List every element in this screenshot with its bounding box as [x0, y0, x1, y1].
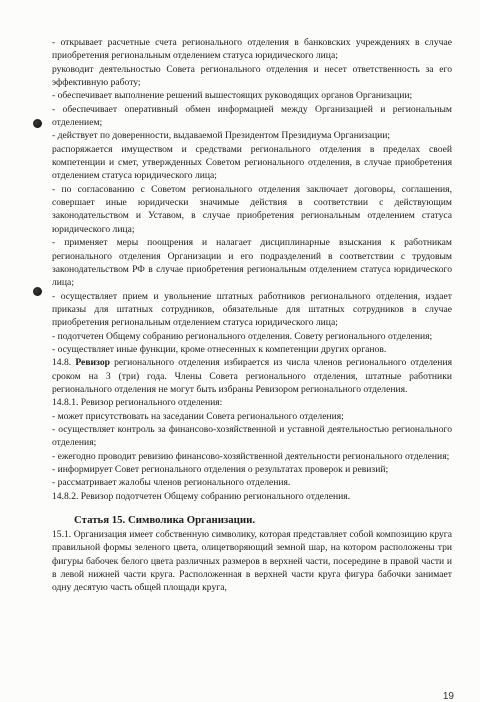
hole-punch-mark — [33, 119, 42, 128]
list-item: - осуществляет иные функции, кроме отнесенных к компетенции других органов. — [52, 343, 387, 355]
list-item: руководит деятельностью Совета регионального отделения и несет ответственность за его эффективную работу; — [52, 63, 452, 89]
list-item: - ежегодно проводит ревизию финансово-хозяйственной деятельности регионального отделения; — [52, 450, 450, 462]
list-item: - открывает расчетные счета регионального отделения в банковских учреждениях в случае приобретения региональным отделением статуса юридического лица; — [52, 37, 452, 62]
list-item: - подотчетен Общему собранию регионального отделения. Совету регионального отделения; — [52, 330, 433, 342]
list-item: - может присутствовать на заседании Совета регионального отделения; — [52, 410, 344, 422]
list-item: - осуществляет контроль за финансово-хозяйственной и уставной деятельностью регионального отделения; — [52, 423, 452, 449]
list-item: - рассматривает жалобы членов регионального отделения. — [52, 477, 291, 489]
list-item: - по согласованию с Советом регионального отделения заключает договоры, соглашения, совершает иные юридически значимые действия в соответствии с действующим законодательством и Уставом, в случае приобретения региональным отделением статуса юридического лица; — [52, 183, 452, 235]
list-item: - применяет меры поощрения и налагает дисциплинарные взыскания к работникам регионального отделения Организации и его подразделений в соответствии с трудовым законодательством РФ в случае приобретения региональным отделением статуса юридического лица; — [52, 237, 452, 289]
list-item: - действует по доверенности, выдаваемой Президентом Президиума Организации; — [52, 130, 391, 142]
clause-number: 14.8. — [52, 357, 72, 369]
page-number: 19 — [442, 691, 454, 702]
paragraph-15-1: 15.1. Организация имеет собственную символику, которая представляет собой композицию круга правильной формы зеленого цвета, олицетворяющий земной шар, на котором расположены три фигуры бабочек белого цвета различных размеров в верхней части, посередине в правой части и в левой нижней части круга. Расположенная в верхней части круга фигура бабочки занимает одну десятую часть общей площади круга, — [52, 529, 452, 594]
clause-14-8 — [52, 356, 452, 396]
list-item: - осуществляет прием и увольнение штатных работников регионального отделения, издает приказы для штатных сотрудников, обязательные для штатных сотрудников в случае приобретения региональным отделением статуса юридического лица; — [52, 290, 452, 329]
list-item: 14.8.2. Ревизор подотчетен Общему собранию регионального отделения. — [52, 490, 351, 502]
list-item: - обеспечивает оперативный обмен информацией между Организацией и региональным отделением; — [52, 103, 452, 129]
clause-text: регионального отделения избирается из числа членов регионального отделения сроком на 3 (три) года. Члены Совета регионального отделения, штатные работники регионального отделения не могут быть избраны Ревизором регионального отделения. — [52, 357, 452, 395]
document-body — [52, 36, 452, 595]
clause-bold-term: Ревизор — [75, 357, 110, 369]
section-heading: Статья 15. Символика Организации. — [74, 514, 256, 527]
list-item: - информирует Совет регионального отделения о результатах проверок и ревизий; — [52, 464, 389, 475]
list-item: распоряжается имуществом и средствами регионального отделения в пределах своей компетенции и смет, утвержденных Советом регионального отделения, в случае приобретения отделением статуса юридического лица; — [52, 143, 452, 182]
list-item: - обеспечивает выполнение решений вышестоящих руководящих органов Организации; — [52, 90, 413, 102]
list-item: 14.8.1. Ревизор регионального отделения: — [52, 397, 223, 409]
hole-punch-mark — [33, 287, 42, 296]
